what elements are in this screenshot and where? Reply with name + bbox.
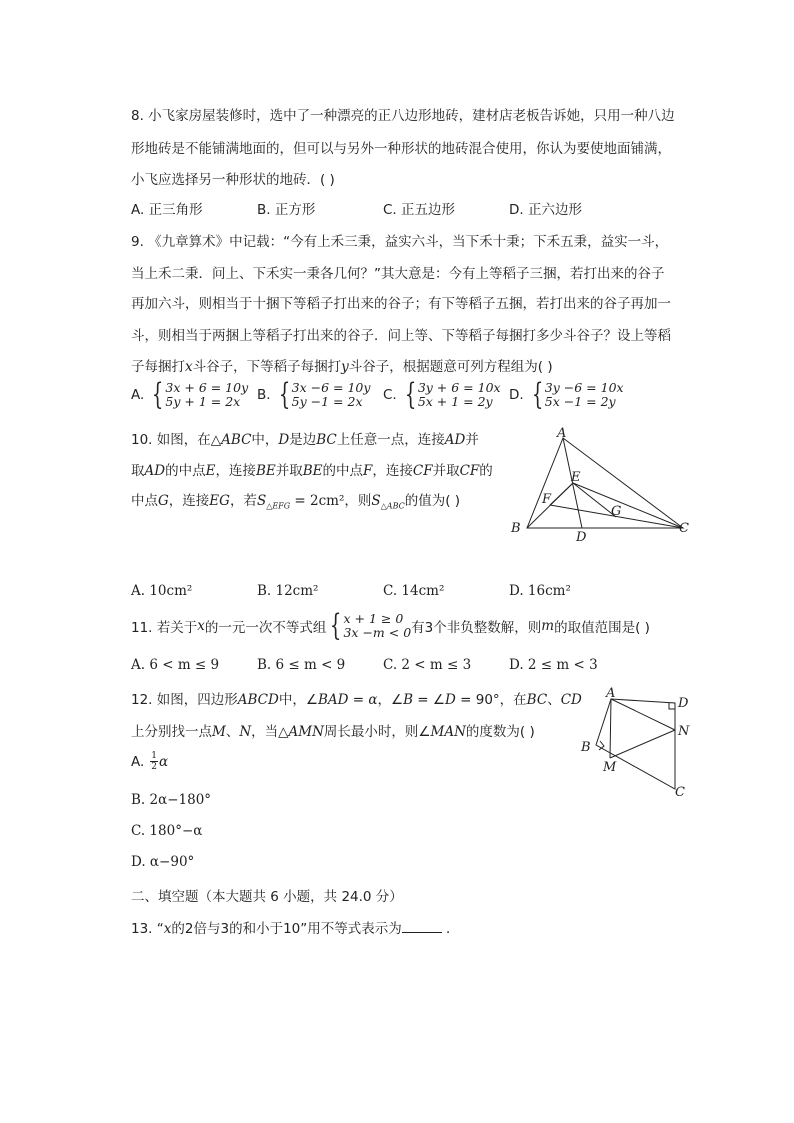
- label-n: N: [678, 724, 690, 739]
- q12-quadrilateral-figure: [575, 685, 695, 805]
- label-g: G: [611, 504, 622, 519]
- q11-option-a: A. 6 < m ≤ 9: [131, 657, 220, 673]
- q12-option-c: C. 180°−α: [131, 823, 203, 839]
- q13-line: 13. “x的2倍与3的和小于10”用不等式表示为 ．: [131, 921, 460, 937]
- q10-line-3: 中点G，连接EG，若$S_{\triangle EFG} = 2cm^2$，则$S_{\triangle ABC}$的值为( ): [131, 493, 461, 511]
- q10-triangle-figure: [505, 425, 705, 545]
- q8-option-a: A. 正三角形: [131, 202, 203, 218]
- label-d: D: [678, 696, 689, 711]
- answer-blank[interactable]: [402, 920, 442, 933]
- label-b: B: [511, 521, 521, 536]
- q10-option-d: D. 16cm²: [509, 583, 571, 599]
- segment-eg: [573, 483, 616, 517]
- q8-line-2: 形地砖是不能铺满地面的，但可以与另外一种形状的地砖混合使用，你认为要使地面铺满，: [131, 141, 671, 157]
- section-2-title: 二、填空题（本大题共 6 小题，共 24.0 分）: [131, 889, 403, 905]
- q8-line-3: 小飞应选择另一种形状的地砖．( ): [131, 172, 335, 188]
- q8-option-c: C. 正五边形: [383, 202, 456, 218]
- label-c: C: [679, 521, 689, 536]
- right-angle-d: [669, 703, 675, 709]
- q8-option-b: B. 正方形: [257, 202, 316, 218]
- q9-option-d: D. { 3y −6 = 10x 5x −1 = 2y: [509, 377, 624, 412]
- q9-line-2: 当上禾二秉．问上、下禾实一秉各几何？”其大意是：今有上等稻子三捆，若打出来的谷子: [131, 266, 665, 282]
- label-a: A: [557, 426, 567, 441]
- q8-line-1: 8. 小飞家房屋装修时，选中了一种漂亮的正八边形地砖，建材店老板告诉她，只用一种八边: [131, 108, 675, 124]
- q11-option-c: C. 2 < m ≤ 3: [383, 657, 472, 673]
- q12-option-d: D. α−90°: [131, 854, 195, 870]
- q9-option-b: B. { 3x −6 = 10y 5y −1 = 2x: [257, 377, 371, 412]
- label-e: E: [571, 470, 581, 485]
- q12-line-2: 上分别找一点M、N，当△AMN周长最小时，则∠MAN的度数为( ): [131, 724, 535, 740]
- q9-line-3: 再加六斗，则相当于十捆下等稻子打出来的谷子；有下等稻子五捆，若打出来的谷子再加一: [131, 296, 671, 312]
- quad-abcd: [596, 699, 675, 789]
- q9-option-c: C. { 3y + 6 = 10x 5x + 1 = 2y: [383, 377, 501, 412]
- q8-option-d: D. 正六边形: [509, 202, 582, 218]
- segment-ef: [550, 483, 573, 505]
- q12-option-b: B. 2α−180°: [131, 792, 212, 808]
- label-a: A: [606, 686, 616, 701]
- q11-line-1: 11. 若关于 x 的一元一次不等式组 { x + 1 ≥ 0 3x −m < 0 有3个非负整数解，则 m 的取值范围是( ): [131, 608, 650, 643]
- q9-option-a: A. { 3x + 6 = 10y 5y + 1 = 2x: [131, 377, 249, 412]
- segment-mn: [610, 730, 675, 758]
- q9-line-1: 9. 《九章算术》中记载：“今有上禾三秉，益实六斗，当下禾十秉；下禾五秉，益实一斗，: [131, 234, 669, 250]
- q10-option-c: C. 14cm²: [383, 583, 445, 599]
- segment-am: [610, 699, 611, 758]
- label-f: F: [542, 492, 552, 507]
- q10-option-b: B. 12cm²: [257, 583, 319, 599]
- q10-line-2: 取AD的中点E，连接BE并取BE的中点F，连接CF并取CF的: [131, 463, 493, 479]
- q11-option-b: B. 6 ≤ m < 9: [257, 657, 346, 673]
- q10-option-a: A. 10cm²: [131, 583, 193, 599]
- label-c: C: [675, 785, 685, 800]
- label-d: D: [576, 530, 587, 545]
- segment-an: [611, 699, 675, 730]
- label-m: M: [603, 760, 617, 775]
- q9-line-5: 子每捆打x斗谷子，下等稻子每捆打y斗谷子，根据题意可列方程组为( ): [131, 359, 553, 375]
- q11-option-d: D. 2 ≤ m < 3: [509, 657, 598, 673]
- segment-ec: [573, 483, 683, 528]
- q9-line-4: 斗，则相当于两捆上等稻子打出来的谷子．问上等、下等稻子每捆打多少斗谷子？设上等稻: [131, 328, 671, 344]
- q12-line-1: 12. 如图，四边形ABCD中，∠BAD = α，∠B = ∠D = 90°，在BC、CD: [131, 692, 582, 708]
- q10-line-1: 10. 如图，在△ABC中，D是边BC上任意一点，连接AD并: [131, 432, 479, 448]
- label-b: B: [581, 740, 591, 755]
- q12-option-a: A. 1 2 α: [131, 751, 169, 772]
